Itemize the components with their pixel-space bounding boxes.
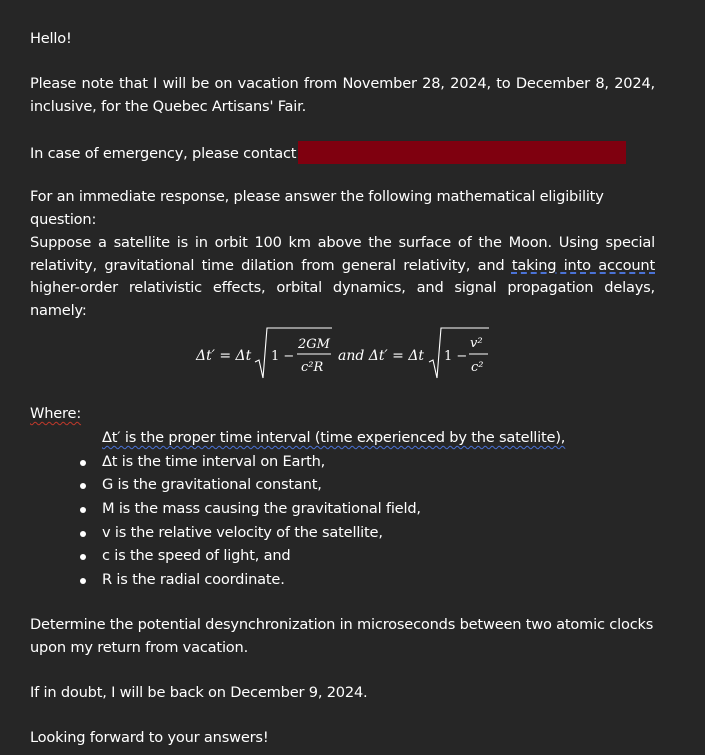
bullet-dot-icon	[80, 531, 86, 537]
definition-text: Δt′ is the proper time interval (time experienced by the satellite),	[102, 429, 566, 446]
where-label	[30, 403, 655, 426]
question-underlined: taking into account	[511, 256, 655, 274]
definition-text: c is the speed of light, and	[102, 547, 291, 565]
bullet-dot-icon	[80, 460, 86, 466]
determine-paragraph: Determine the potential desynchronization in microseconds between two atomic clocks upon my return from vacation.	[30, 616, 654, 656]
formula-lhs1: Δt′ = Δt	[196, 348, 252, 364]
definition-text: M is the mass causing the gravitational field,	[102, 500, 421, 518]
question-part1: Suppose a satellite is in orbit 100 km above the surface of the Moon. Using special relativity, gravitational time dilation from general relativity, and	[30, 234, 655, 274]
formula-one-1: 1 −	[271, 349, 295, 364]
definition-text: G is the gravitational constant,	[102, 476, 322, 494]
list-item	[30, 450, 565, 474]
redacted-contact	[298, 141, 626, 164]
list-item	[30, 497, 565, 521]
bullet-dot-icon	[80, 578, 86, 584]
formula-num1: 2GM	[298, 337, 330, 352]
definitions-list	[30, 426, 565, 592]
definition-text: Δt is the time interval on Earth,	[102, 452, 326, 470]
bullet-dot-icon	[80, 507, 86, 513]
list-item	[30, 473, 565, 497]
definition-text: R is the radial coordinate.	[102, 571, 285, 589]
formula	[0, 320, 705, 390]
emergency-line	[30, 141, 655, 166]
formula-connector: and Δt′ = Δt	[338, 348, 425, 364]
list-item	[30, 544, 565, 568]
list-item	[30, 426, 565, 450]
definition-text: v is the relative velocity of the satellite,	[102, 523, 383, 541]
vacation-notice: Please note that I will be on vacation from November 28, 2024, to December 8, 2024, inclusive, for the Quebec Artisans' Fair.	[30, 75, 655, 115]
bullet-dot-icon	[80, 483, 86, 489]
formula-one-2: 1 −	[444, 349, 468, 364]
bullet-dot-icon	[80, 554, 86, 560]
where-label-text: Where:	[30, 405, 82, 422]
formula-den2: c²	[471, 360, 484, 375]
emergency-text: In case of emergency, please contact	[30, 145, 297, 162]
if-doubt: If in doubt, I will be back on December 9, 2024.	[30, 684, 368, 701]
question-part2: higher-order relativistic effects, orbital dynamics, and signal propagation delays, namely:	[30, 279, 655, 319]
formula-num2: v²	[470, 336, 483, 351]
list-item	[30, 521, 565, 545]
greeting: Hello!	[30, 30, 72, 47]
closing: Looking forward to your answers!	[30, 729, 269, 746]
list-item	[30, 568, 565, 592]
formula-den1: c²R	[301, 360, 324, 375]
immediate-response: For an immediate response, please answer the following mathematical eligibility question:	[30, 188, 604, 228]
question-paragraph	[30, 232, 655, 322]
